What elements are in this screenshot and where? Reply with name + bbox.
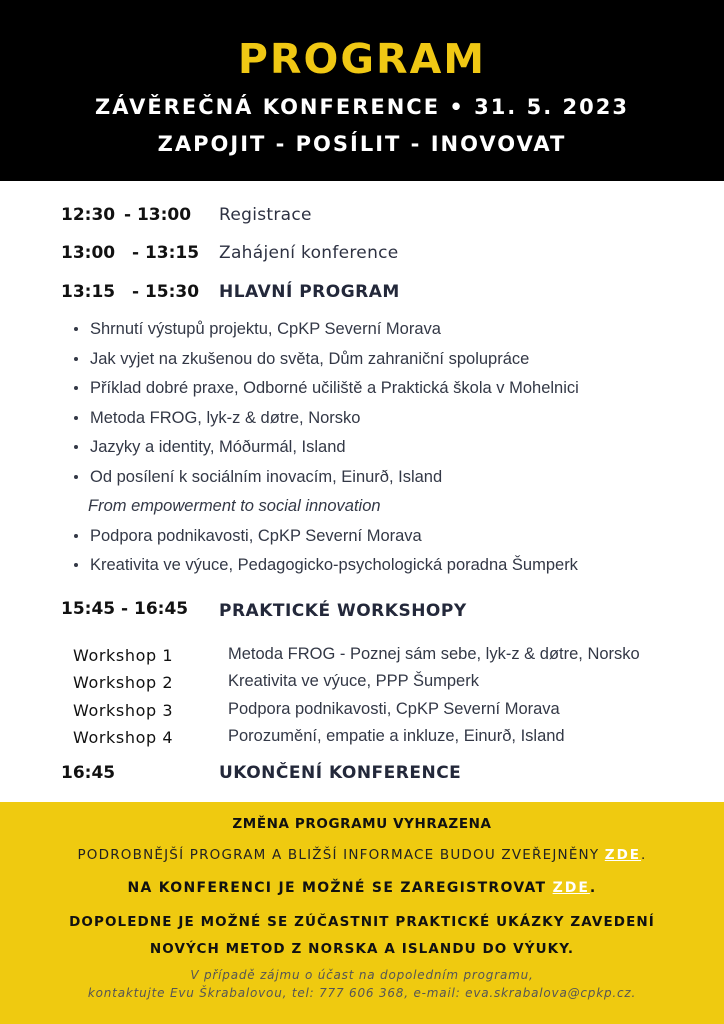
page-title: PROGRAM [237, 35, 487, 83]
bullet-icon [74, 386, 78, 390]
section-heading-closing: UKONČENÍ KONFERENCE [219, 763, 462, 783]
list-item: Příklad dobré praxe, Odborné učiliště a Praktická škola v Mohelnici [74, 377, 579, 407]
bullet-icon [74, 416, 78, 420]
workshop-label: Workshop 2 [73, 673, 174, 692]
schedule-start-time: 12:30 [61, 205, 116, 225]
conference-motto: ZAPOJIT - POSÍLIT - INOVOVAT [157, 132, 567, 156]
closing-time: 16:45 [61, 763, 116, 783]
bullet-icon [74, 563, 78, 567]
bullet-icon [74, 357, 78, 361]
contact-line-2: kontaktujte Evu Škrabalovou, tel: 777 606 368, e-mail: eva.skrabalova@cpkp.cz. [87, 986, 637, 1000]
conference-subtitle: ZÁVĚREČNÁ KONFERENCE • 31. 5. 2023 [95, 95, 629, 119]
more-info-link[interactable]: ZDE [604, 847, 642, 863]
registration-link[interactable]: ZDE [552, 880, 590, 896]
schedule-activity: Registrace [219, 205, 312, 225]
footer-info-panel [0, 802, 724, 1024]
schedule-end-time: - 13:00 [124, 205, 192, 225]
workshop-description: Metoda FROG - Poznej sám sebe, lyk-z & døtre, Norsko [228, 645, 640, 663]
workshop-label: Workshop 3 [73, 701, 174, 720]
registration-line: NA KONFERENCI JE MOŽNÉ SE ZAREGISTROVAT ZDE. [127, 880, 597, 896]
list-item: Shrnutí výstupů projektu, CpKP Severní Morava [74, 318, 579, 348]
workshop-label: Workshop 1 [73, 646, 174, 665]
bullet-icon [74, 445, 78, 449]
bullet-icon [74, 327, 78, 331]
more-info-line: PODROBNĚJŠÍ PROGRAM A BLIŽŠÍ INFORMACE BUDOU ZVEŘEJNĚNY ZDE. [77, 847, 647, 863]
list-item-subtitle: From empowerment to social innovation [88, 497, 381, 515]
section-heading-workshops: PRAKTICKÉ WORKSHOPY [219, 601, 467, 621]
list-item: Od posílení k sociálním inovacím, Einurð, Island [74, 466, 579, 496]
program-change-notice: ZMĚNA PROGRAMU VYHRAZENA [232, 816, 492, 832]
list-item: Jak vyjet na zkušenou do světa, Dům zahraniční spolupráce [74, 348, 579, 378]
list-item: Kreativita ve výuce, Pedagogicko-psychologická poradna Šumperk [74, 554, 579, 584]
workshops-time: 15:45 - 16:45 [61, 599, 189, 619]
section-heading-main-program: HLAVNÍ PROGRAM [219, 282, 400, 302]
list-item: Podpora podnikavosti, CpKP Severní Morava [74, 525, 579, 555]
morning-session-line-1: DOPOLEDNE JE MOŽNÉ SE ZÚČASTNIT PRAKTICKÉ UKÁZKY ZAVEDENÍ [69, 914, 655, 930]
contact-line-1: V případě zájmu o účast na dopoledním programu, [190, 968, 534, 982]
workshop-description: Kreativita ve výuce, PPP Šumperk [228, 672, 479, 690]
schedule-activity: Zahájení konference [219, 243, 399, 263]
schedule-start-time: 13:15 [61, 282, 116, 302]
main-program-list [74, 318, 579, 584]
bullet-icon [74, 534, 78, 538]
workshop-description: Podpora podnikavosti, CpKP Severní Morava [228, 700, 560, 718]
header-banner [0, 0, 724, 181]
schedule-end-time: - 15:30 [132, 282, 200, 302]
bullet-icon [74, 475, 78, 479]
list-item: Metoda FROG, lyk-z & døtre, Norsko [74, 407, 579, 437]
schedule-start-time: 13:00 [61, 243, 116, 263]
workshop-label: Workshop 4 [73, 728, 174, 747]
list-item: Jazyky a identity, Móðurmál, Island [74, 436, 579, 466]
schedule-end-time: - 13:15 [132, 243, 200, 263]
morning-session-line-2: NOVÝCH METOD Z NORSKA A ISLANDU DO VÝUKY. [149, 941, 575, 957]
workshop-description: Porozumění, empatie a inkluze, Einurð, Island [228, 727, 565, 745]
